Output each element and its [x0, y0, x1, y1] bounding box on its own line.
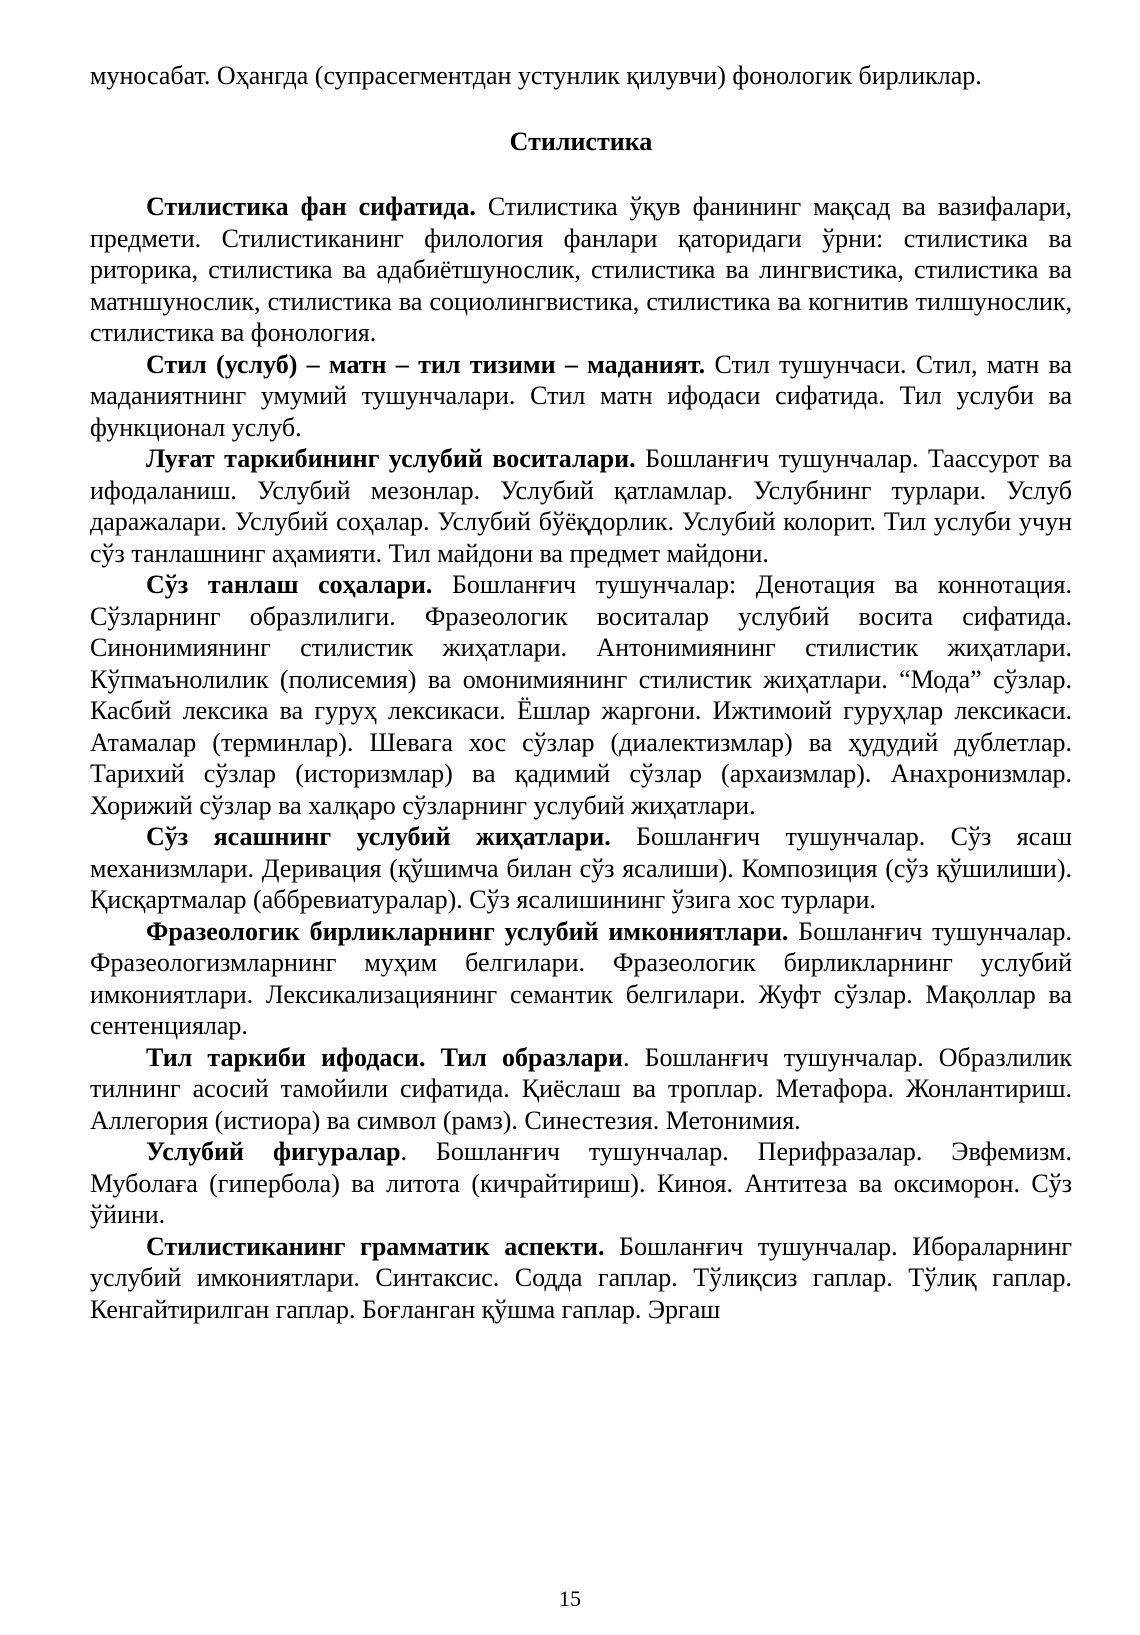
paragraph-heading: Стил (услуб) – матн – тил тизими – маданият.	[146, 349, 706, 379]
paragraph-text: Бошланғич тушунчалар. Фразеологизмларнинг муҳим белгилари. Фразеологик бирликларнинг услубий имкониятлари. Лексикализациянинг семантик белгилари. Жуфт сўзлар. Мақоллар ва сентенциялар.	[90, 916, 1072, 1040]
paragraph-text: Бошланғич тушунчалар. Сўз ясаш механизмлари. Деривация (қўшимча билан сўз ясалиши). Композиция (сўз қўшилиши). Қисқартмалар (аббревиатуралар). Сўз ясалишининг ўзига хос турлари.	[90, 822, 1072, 914]
paragraph-text: . Бошланғич тушунчалар. Образлилик тилнинг асосий тамойили сифатида. Қиёслаш ва троплар. Метафора. Жонлантириш. Аллегория (истиора) ва символ (рамз). Синестезия. Метонимия.	[90, 1042, 1073, 1135]
paragraph	[90, 349, 1072, 444]
paragraph-heading: Стилистика фан сифатида.	[146, 192, 476, 221]
paragraph-text: Бошланғич тушунчалар. Таассурот ва ифодаланиш. Услубий мезонлар. Услубий қатламлар. Услубнинг турлари. Услуб даражалари. Услубий соҳалар. Услубий бўёқдорлик. Услубий колорит. Тил услуби учун сўз танлашнинг аҳамияти. Тил майдони ва предмет майдони.	[90, 444, 1072, 568]
paragraph-text: Стилистика ўқув фанининг мақсад ва вазифалари, предмети. Стилистиканинг филология фанлари қаторидаги ўрни: стилистика ва риторика, стилистика ва адабиётшунослик, стилистика ва лингвистика, стилистика ва матншунослик, стилистика ва социолингвистика, стилистика ва когнитив тилшунослик, стилистика ва фонология.	[90, 192, 1072, 347]
paragraph-heading: Услубий фигуралар	[146, 1137, 401, 1166]
paragraph	[90, 569, 1072, 821]
paragraph-text: Бошланғич тушунчалар: Денотация ва коннотация. Сўзларнинг образлилиги. Фразеологик воситалар услубий восита сифатида. Синонимиянинг стилистик жиҳатлари. Антонимиянинг стилистик жиҳатлари. Кўпмаънолилик (полисемия) ва омонимиянинг стилистик жиҳатлари. “Мода” сўзлар. Касбий лексика ва гуруҳ лексикаси. Ёшлар жаргони. Ижтимоий гуруҳлар лексикаси. Атамалар (терминлар). Шевага хос сўзлар (диалектизмлар) ва ҳудудий дублетлар. Тарихий сўзлар (историзмлар) ва қадимий сўзлар (архаизмлар). Анахронизмлар. Хорижий сўзлар ва халқаро сўзларнинг услубий жиҳатлари.	[90, 570, 1072, 820]
paragraph-list	[90, 191, 1072, 1325]
paragraph	[90, 191, 1072, 349]
paragraph-heading: Сўз танлаш соҳалари.	[146, 570, 433, 599]
paragraph	[90, 1231, 1072, 1326]
paragraph-text: Бошланғич тушунчалар. Ибораларнинг услубий имкониятлари. Синтаксис. Содда гаплар. Тўлиқсиз гаплар. Тўлиқ гаплар. Кенгайтирилган гаплар. Боғланган қўшма гаплар. Эргаш	[90, 1231, 1072, 1324]
document-page	[90, 60, 1072, 1325]
paragraph-heading: Сўз ясашнинг услубий жиҳатлари.	[146, 822, 611, 851]
page-number: 15	[559, 1586, 581, 1611]
paragraph	[90, 443, 1072, 569]
paragraph	[90, 1136, 1072, 1231]
intro-text: муносабат. Оҳангда (супрасегментдан устунлик қилувчи) фонологик бирликлар.	[90, 61, 982, 90]
paragraph-heading: Луғат таркибининг услубий воситалари.	[146, 444, 636, 473]
paragraph	[90, 821, 1072, 916]
paragraph-heading: Тил таркиби ифодаси. Тил образлари	[146, 1042, 623, 1072]
section-title: Стилистика	[509, 126, 653, 156]
paragraph-heading: Стилистиканинг грамматик аспекти.	[146, 1231, 605, 1261]
paragraph	[90, 916, 1072, 1042]
paragraph-text: Стил тушунчаси. Стил, матн ва маданиятнинг умумий тушунчалари. Стил матн ифодаси сифатида. Тил услуби ва функционал услуб.	[90, 349, 1072, 442]
paragraph	[90, 1042, 1072, 1137]
paragraph-text: . Бошланғич тушунчалар. Перифразалар. Эвфемизм. Муболаға (гипербола) ва литота (кичрайтириш). Киноя. Антитеза ва оксиморон. Сўз ўйини.	[90, 1137, 1072, 1229]
paragraph-heading: Фразеологик бирликларнинг услубий имкониятлари.	[146, 916, 789, 946]
